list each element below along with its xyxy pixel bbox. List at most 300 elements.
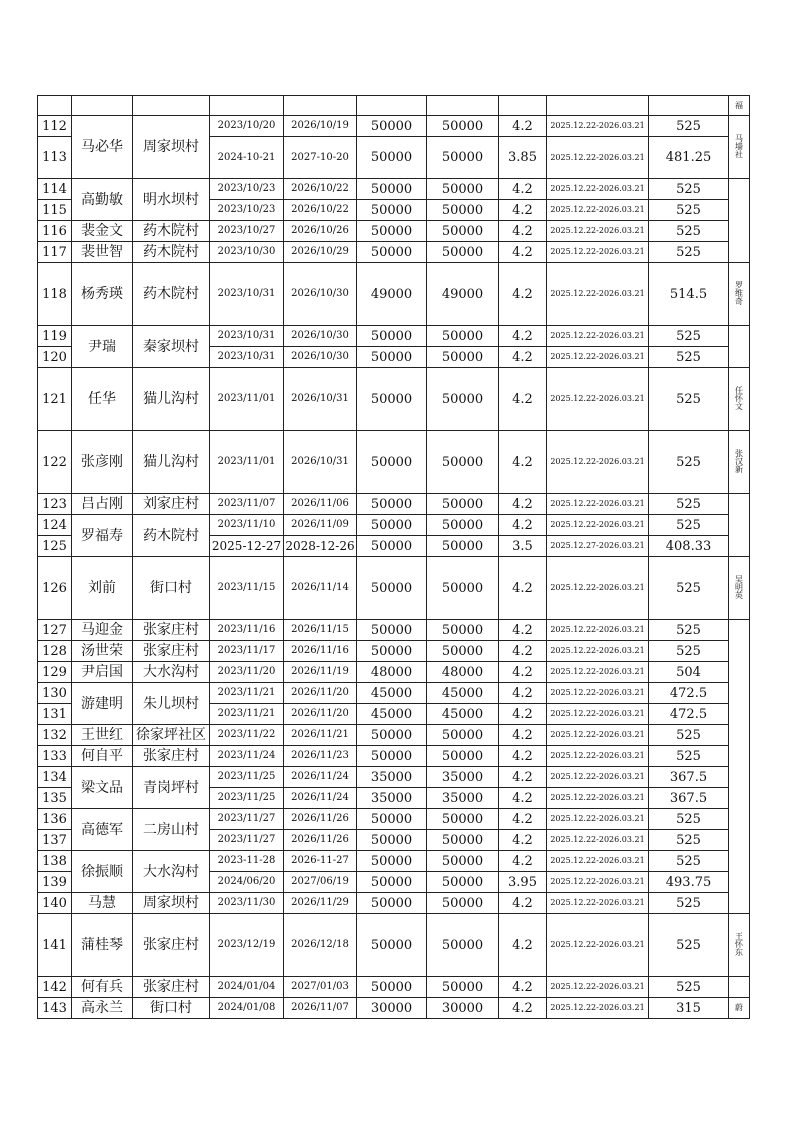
row-number-cell: 136 xyxy=(38,809,72,830)
interest-period-cell: 2025.12.22-2026.03.21 xyxy=(547,809,649,830)
loan-amount-cell: 30000 xyxy=(357,998,427,1019)
subsidy-interest-cell: 408.33 xyxy=(649,536,729,557)
loan-balance-cell: 45000 xyxy=(427,683,499,704)
loan-end-date-cell: 2026/11/06 xyxy=(284,494,357,515)
borrower-name-cell: 尹启国 xyxy=(72,662,133,683)
village-cell xyxy=(133,96,210,116)
loan-end-date-cell: 2026/11/26 xyxy=(284,809,357,830)
signature-char: 明 xyxy=(735,583,743,592)
subsidy-interest-cell: 525 xyxy=(649,557,729,620)
interest-rate-cell: 4.2 xyxy=(499,242,547,263)
interest-period-cell: 2025.12.22-2026.03.21 xyxy=(547,746,649,767)
interest-rate-cell: 4.2 xyxy=(499,725,547,746)
row-number-cell: 130 xyxy=(38,683,72,704)
loan-start-date-cell: 2023/10/23 xyxy=(210,200,284,221)
loan-balance-cell: 50000 xyxy=(427,872,499,893)
interest-period-cell: 2025.12.22-2026.03.21 xyxy=(547,515,649,536)
loan-amount-cell: 50000 xyxy=(357,851,427,872)
subsidy-interest-cell: 367.5 xyxy=(649,788,729,809)
signature-cell xyxy=(729,326,750,368)
village-cell: 明水坝村 xyxy=(133,179,210,221)
interest-rate-cell: 4.2 xyxy=(499,998,547,1019)
loan-start-date-cell: 2023/11/27 xyxy=(210,830,284,851)
loan-balance-cell: 50000 xyxy=(427,893,499,914)
loan-end-date-cell: 2026/11/29 xyxy=(284,893,357,914)
loan-amount-cell: 50000 xyxy=(357,746,427,767)
loan-balance-cell: 45000 xyxy=(427,704,499,725)
table-row xyxy=(38,179,750,200)
loan-end-date-cell: 2026/10/31 xyxy=(284,368,357,431)
interest-rate-cell: 4.2 xyxy=(499,515,547,536)
borrower-name-cell: 高德军 xyxy=(72,809,133,851)
village-cell: 张家庄村 xyxy=(133,620,210,641)
signature-cell xyxy=(729,620,750,914)
loan-end-date-cell: 2026/11/09 xyxy=(284,515,357,536)
interest-period-cell: 2025.12.22-2026.03.21 xyxy=(547,767,649,788)
borrower-name-cell: 马慧 xyxy=(72,893,133,914)
loan-start-date-cell: 2023/11/20 xyxy=(210,662,284,683)
subsidy-interest-cell: 514.5 xyxy=(649,263,729,326)
signature-cell xyxy=(729,914,750,977)
borrower-name-cell: 蒲桂琴 xyxy=(72,914,133,977)
loan-start-date-cell: 2025-12-27 xyxy=(210,536,284,557)
borrower-name-cell: 王世红 xyxy=(72,725,133,746)
interest-period-cell: 2025.12.22-2026.03.21 xyxy=(547,116,649,137)
interest-period-cell: 2025.12.27-2026.03.21 xyxy=(547,536,649,557)
subsidy-interest-cell: 525 xyxy=(649,641,729,662)
borrower-name-cell: 何自平 xyxy=(72,746,133,767)
interest-rate-cell: 4.2 xyxy=(499,914,547,977)
signature-cell xyxy=(729,116,750,179)
signature-char: 罗 xyxy=(735,281,743,290)
village-cell: 二房山村 xyxy=(133,809,210,851)
interest-rate-cell: 4.2 xyxy=(499,641,547,662)
village-cell: 猫儿沟村 xyxy=(133,431,210,494)
loan-balance-cell: 48000 xyxy=(427,662,499,683)
loan-amount-cell: 50000 xyxy=(357,641,427,662)
subsidy-interest-cell: 525 xyxy=(649,221,729,242)
signature-cell xyxy=(729,431,750,494)
interest-period-cell: 2025.12.22-2026.03.21 xyxy=(547,641,649,662)
loan-end-date-cell: 2026/11/19 xyxy=(284,662,357,683)
row-number-cell: 116 xyxy=(38,221,72,242)
village-cell: 张家庄村 xyxy=(133,977,210,998)
loan-amount-cell: 50000 xyxy=(357,893,427,914)
loan-end-date-cell: 2026-11-27 xyxy=(284,851,357,872)
loan-end-date-cell: 2026/10/22 xyxy=(284,200,357,221)
interest-period-cell: 2025.12.22-2026.03.21 xyxy=(547,557,649,620)
borrower-name-cell: 高永兰 xyxy=(72,998,133,1019)
signature-char: 福 xyxy=(735,100,743,110)
loan-start-date-cell: 2023/11/21 xyxy=(210,683,284,704)
loan-balance-cell: 50000 xyxy=(427,200,499,221)
signature-char: 怀 xyxy=(735,394,743,403)
subsidy-interest-cell: 525 xyxy=(649,620,729,641)
interest-rate-cell: 4.2 xyxy=(499,893,547,914)
village-cell: 街口村 xyxy=(133,998,210,1019)
borrower-name-cell: 游建明 xyxy=(72,683,133,725)
loan-start-date-cell xyxy=(210,96,284,116)
loan-end-date-cell: 2026/10/19 xyxy=(284,116,357,137)
loan-start-date-cell: 2023/11/27 xyxy=(210,809,284,830)
loan-balance-cell: 50000 xyxy=(427,515,499,536)
loan-start-date-cell: 2024/06/20 xyxy=(210,872,284,893)
signature-char: 墙 xyxy=(735,142,743,151)
subsidy-interest-cell: 525 xyxy=(649,977,729,998)
table-row xyxy=(38,977,750,998)
signature-char: 怀 xyxy=(735,940,743,949)
interest-period-cell: 2025.12.22-2026.03.21 xyxy=(547,872,649,893)
loan-amount-cell: 48000 xyxy=(357,662,427,683)
signature-cell xyxy=(729,977,750,998)
signature-char: 马 xyxy=(735,134,743,143)
loan-amount-cell: 50000 xyxy=(357,809,427,830)
table-row xyxy=(38,914,750,977)
signature-char: 张 xyxy=(735,449,743,458)
row-number-cell: 140 xyxy=(38,893,72,914)
subsidy-interest-cell: 472.5 xyxy=(649,683,729,704)
interest-rate-cell: 4.2 xyxy=(499,221,547,242)
loan-start-date-cell: 2023/11/01 xyxy=(210,431,284,494)
row-number-cell: 112 xyxy=(38,116,72,137)
table-row xyxy=(38,851,750,872)
borrower-name-cell: 尹瑞 xyxy=(72,326,133,368)
interest-rate-cell: 4.2 xyxy=(499,767,547,788)
village-cell: 药木院村 xyxy=(133,242,210,263)
interest-period-cell: 2025.12.22-2026.03.21 xyxy=(547,242,649,263)
loan-amount-cell: 50000 xyxy=(357,494,427,515)
interest-rate-cell: 4.2 xyxy=(499,263,547,326)
loan-start-date-cell: 2023/11/07 xyxy=(210,494,284,515)
interest-rate-cell: 4.2 xyxy=(499,431,547,494)
loan-end-date-cell: 2026/11/14 xyxy=(284,557,357,620)
signature-cell xyxy=(729,368,750,431)
loan-amount-cell: 50000 xyxy=(357,137,427,179)
loan-balance-cell: 50000 xyxy=(427,830,499,851)
loan-amount-cell: 50000 xyxy=(357,725,427,746)
borrower-name-cell xyxy=(72,96,133,116)
loan-end-date-cell: 2026/10/30 xyxy=(284,326,357,347)
loan-balance-cell: 50000 xyxy=(427,536,499,557)
loan-end-date-cell: 2026/11/23 xyxy=(284,746,357,767)
interest-period-cell: 2025.12.22-2026.03.21 xyxy=(547,662,649,683)
table-row xyxy=(38,662,750,683)
subsidy-interest-cell: 525 xyxy=(649,830,729,851)
borrower-name-cell: 徐振顺 xyxy=(72,851,133,893)
loan-start-date-cell: 2023/11/24 xyxy=(210,746,284,767)
interest-rate-cell xyxy=(499,96,547,116)
village-cell: 药木院村 xyxy=(133,263,210,326)
table-row xyxy=(38,683,750,704)
interest-period-cell: 2025.12.22-2026.03.21 xyxy=(547,200,649,221)
row-number-cell: 122 xyxy=(38,431,72,494)
row-number-cell: 125 xyxy=(38,536,72,557)
row-number-cell: 120 xyxy=(38,347,72,368)
loan-end-date-cell: 2026/11/07 xyxy=(284,998,357,1019)
loan-amount-cell: 50000 xyxy=(357,914,427,977)
loan-balance-cell: 35000 xyxy=(427,788,499,809)
interest-rate-cell: 4.2 xyxy=(499,662,547,683)
loan-balance-cell: 50000 xyxy=(427,725,499,746)
row-number-cell: 139 xyxy=(38,872,72,893)
row-number-cell: 134 xyxy=(38,767,72,788)
village-cell: 大水沟村 xyxy=(133,851,210,893)
subsidy-interest-cell: 525 xyxy=(649,431,729,494)
loan-end-date-cell: 2027/06/19 xyxy=(284,872,357,893)
signature-char: 吴 xyxy=(735,575,743,584)
village-cell: 秦家坝村 xyxy=(133,326,210,368)
loan-amount-cell: 50000 xyxy=(357,536,427,557)
loan-end-date-cell: 2027/01/03 xyxy=(284,977,357,998)
borrower-name-cell: 杨秀瑛 xyxy=(72,263,133,326)
loan-start-date-cell: 2023/11/22 xyxy=(210,725,284,746)
loan-balance-cell: 50000 xyxy=(427,746,499,767)
loan-end-date-cell: 2026/11/16 xyxy=(284,641,357,662)
village-cell: 张家庄村 xyxy=(133,746,210,767)
loan-amount-cell: 50000 xyxy=(357,977,427,998)
subsidy-interest-cell: 525 xyxy=(649,515,729,536)
interest-rate-cell: 4.2 xyxy=(499,116,547,137)
loan-balance-cell: 49000 xyxy=(427,263,499,326)
loan-balance-cell xyxy=(427,96,499,116)
table-row xyxy=(38,431,750,494)
signature-char: 奇 xyxy=(735,297,743,306)
loan-amount-cell: 50000 xyxy=(357,872,427,893)
interest-period-cell: 2025.12.22-2026.03.21 xyxy=(547,137,649,179)
table-row xyxy=(38,893,750,914)
subsidy-interest-cell: 525 xyxy=(649,347,729,368)
table-row xyxy=(38,746,750,767)
loan-end-date-cell: 2026/11/24 xyxy=(284,767,357,788)
loan-balance-cell: 50000 xyxy=(427,809,499,830)
table-row xyxy=(38,326,750,347)
borrower-name-cell: 汤世荣 xyxy=(72,641,133,662)
borrower-name-cell: 刘前 xyxy=(72,557,133,620)
interest-period-cell: 2025.12.22-2026.03.21 xyxy=(547,221,649,242)
loan-balance-cell: 50000 xyxy=(427,431,499,494)
borrower-name-cell: 吕占刚 xyxy=(72,494,133,515)
loan-start-date-cell: 2023/12/19 xyxy=(210,914,284,977)
table-row xyxy=(38,368,750,431)
loan-start-date-cell: 2023/11/15 xyxy=(210,557,284,620)
table-row xyxy=(38,641,750,662)
loan-interest-table xyxy=(37,95,750,1019)
subsidy-interest-cell: 525 xyxy=(649,893,729,914)
row-number-cell: 141 xyxy=(38,914,72,977)
loan-start-date-cell: 2023/11/25 xyxy=(210,767,284,788)
table-row xyxy=(38,620,750,641)
table-row xyxy=(38,557,750,620)
interest-period-cell: 2025.12.22-2026.03.21 xyxy=(547,704,649,725)
loan-balance-cell: 50000 xyxy=(427,641,499,662)
signature-cell xyxy=(729,96,750,116)
loan-start-date-cell: 2023/11/10 xyxy=(210,515,284,536)
signature-char: 社 xyxy=(735,150,743,159)
interest-rate-cell: 3.85 xyxy=(499,137,547,179)
interest-period-cell: 2025.12.22-2026.03.21 xyxy=(547,725,649,746)
village-cell: 猫儿沟村 xyxy=(133,368,210,431)
table-row xyxy=(38,96,750,116)
table-row xyxy=(38,263,750,326)
loan-amount-cell: 50000 xyxy=(357,221,427,242)
loan-balance-cell: 50000 xyxy=(427,914,499,977)
loan-amount-cell: 50000 xyxy=(357,347,427,368)
row-number-cell: 115 xyxy=(38,200,72,221)
loan-end-date-cell: 2026/11/24 xyxy=(284,788,357,809)
interest-period-cell xyxy=(547,96,649,116)
village-cell: 周家坝村 xyxy=(133,116,210,179)
interest-period-cell: 2025.12.22-2026.03.21 xyxy=(547,788,649,809)
interest-period-cell: 2025.12.22-2026.03.21 xyxy=(547,368,649,431)
loan-end-date-cell: 2026/10/30 xyxy=(284,347,357,368)
row-number-cell: 135 xyxy=(38,788,72,809)
interest-period-cell: 2025.12.22-2026.03.21 xyxy=(547,494,649,515)
loan-amount-cell: 50000 xyxy=(357,179,427,200)
row-number-cell: 113 xyxy=(38,137,72,179)
loan-end-date-cell: 2026/10/31 xyxy=(284,431,357,494)
interest-rate-cell: 4.2 xyxy=(499,347,547,368)
subsidy-interest-cell: 525 xyxy=(649,746,729,767)
loan-balance-cell: 50000 xyxy=(427,221,499,242)
loan-amount-cell: 50000 xyxy=(357,200,427,221)
village-cell: 大水沟村 xyxy=(133,662,210,683)
interest-rate-cell: 4.2 xyxy=(499,326,547,347)
interest-period-cell: 2025.12.22-2026.03.21 xyxy=(547,851,649,872)
loan-end-date-cell: 2026/11/21 xyxy=(284,725,357,746)
loan-end-date-cell: 2026/11/26 xyxy=(284,830,357,851)
loan-end-date-cell: 2026/11/20 xyxy=(284,704,357,725)
row-number-cell: 118 xyxy=(38,263,72,326)
borrower-name-cell: 罗福寿 xyxy=(72,515,133,557)
borrower-name-cell: 梁文品 xyxy=(72,767,133,809)
village-cell: 张家庄村 xyxy=(133,914,210,977)
interest-period-cell: 2025.12.22-2026.03.21 xyxy=(547,179,649,200)
loan-balance-cell: 50000 xyxy=(427,494,499,515)
loan-start-date-cell: 2023/11/30 xyxy=(210,893,284,914)
row-number-cell: 124 xyxy=(38,515,72,536)
row-number-cell: 131 xyxy=(38,704,72,725)
row-number-cell: 126 xyxy=(38,557,72,620)
signature-cell xyxy=(729,179,750,263)
village-cell: 街口村 xyxy=(133,557,210,620)
row-number-cell: 129 xyxy=(38,662,72,683)
signature-cell xyxy=(729,494,750,557)
interest-rate-cell: 4.2 xyxy=(499,788,547,809)
borrower-name-cell: 张彦刚 xyxy=(72,431,133,494)
village-cell: 徐家坪社区 xyxy=(133,725,210,746)
village-cell: 张家庄村 xyxy=(133,641,210,662)
interest-rate-cell: 4.2 xyxy=(499,830,547,851)
loan-amount-cell: 50000 xyxy=(357,830,427,851)
interest-rate-cell: 4.2 xyxy=(499,179,547,200)
table-row xyxy=(38,221,750,242)
loan-end-date-cell: 2026/11/20 xyxy=(284,683,357,704)
signature-char: 任 xyxy=(735,386,743,395)
row-number-cell: 137 xyxy=(38,830,72,851)
interest-rate-cell: 4.2 xyxy=(499,977,547,998)
subsidy-interest-cell: 525 xyxy=(649,725,729,746)
row-number-cell: 138 xyxy=(38,851,72,872)
village-cell: 周家坝村 xyxy=(133,893,210,914)
loan-start-date-cell: 2024-10-21 xyxy=(210,137,284,179)
table-row xyxy=(38,116,750,137)
table-row xyxy=(38,242,750,263)
loan-amount-cell: 45000 xyxy=(357,704,427,725)
subsidy-interest-cell: 525 xyxy=(649,179,729,200)
loan-start-date-cell: 2023/10/23 xyxy=(210,179,284,200)
table-row xyxy=(38,998,750,1019)
loan-balance-cell: 50000 xyxy=(427,347,499,368)
table-row xyxy=(38,515,750,536)
village-cell: 刘家庄村 xyxy=(133,494,210,515)
subsidy-interest-cell: 525 xyxy=(649,809,729,830)
borrower-name-cell: 马必华 xyxy=(72,116,133,179)
loan-balance-cell: 50000 xyxy=(427,326,499,347)
borrower-name-cell: 马迎金 xyxy=(72,620,133,641)
loan-amount-cell: 35000 xyxy=(357,788,427,809)
interest-rate-cell: 3.95 xyxy=(499,872,547,893)
loan-amount-cell: 50000 xyxy=(357,368,427,431)
village-cell: 药木院村 xyxy=(133,515,210,557)
loan-balance-cell: 50000 xyxy=(427,368,499,431)
table-row xyxy=(38,809,750,830)
loan-start-date-cell: 2023/10/31 xyxy=(210,347,284,368)
interest-rate-cell: 4.2 xyxy=(499,368,547,431)
loan-end-date-cell: 2027-10-20 xyxy=(284,137,357,179)
loan-balance-cell: 50000 xyxy=(427,179,499,200)
loan-end-date-cell: 2026/10/30 xyxy=(284,263,357,326)
loan-start-date-cell: 2023/10/31 xyxy=(210,326,284,347)
loan-end-date-cell: 2028-12-26 xyxy=(284,536,357,557)
interest-period-cell: 2025.12.22-2026.03.21 xyxy=(547,893,649,914)
borrower-name-cell: 任华 xyxy=(72,368,133,431)
loan-balance-cell: 50000 xyxy=(427,116,499,137)
row-number-cell: 123 xyxy=(38,494,72,515)
loan-start-date-cell: 2023/10/31 xyxy=(210,263,284,326)
subsidy-interest-cell: 525 xyxy=(649,368,729,431)
loan-end-date-cell: 2026/10/26 xyxy=(284,221,357,242)
borrower-name-cell: 裴世智 xyxy=(72,242,133,263)
interest-rate-cell: 4.2 xyxy=(499,851,547,872)
interest-period-cell: 2025.12.22-2026.03.21 xyxy=(547,347,649,368)
loan-end-date-cell: 2026/12/18 xyxy=(284,914,357,977)
row-number-cell: 133 xyxy=(38,746,72,767)
row-number-cell: 114 xyxy=(38,179,72,200)
interest-period-cell: 2025.12.22-2026.03.21 xyxy=(547,263,649,326)
loan-start-date-cell: 2023/11/16 xyxy=(210,620,284,641)
borrower-name-cell: 高勤敏 xyxy=(72,179,133,221)
loan-balance-cell: 50000 xyxy=(427,557,499,620)
loan-start-date-cell: 2023/10/20 xyxy=(210,116,284,137)
signature-char: 文 xyxy=(735,402,743,411)
subsidy-interest-cell: 525 xyxy=(649,914,729,977)
row-number-cell: 142 xyxy=(38,977,72,998)
signature-char: 维 xyxy=(735,289,743,298)
loan-start-date-cell: 2023/11/01 xyxy=(210,368,284,431)
row-number-cell xyxy=(38,96,72,116)
loan-start-date-cell: 2023/11/25 xyxy=(210,788,284,809)
loan-start-date-cell: 2023/10/27 xyxy=(210,221,284,242)
loan-balance-cell: 30000 xyxy=(427,998,499,1019)
interest-rate-cell: 4.2 xyxy=(499,200,547,221)
village-cell: 药木院村 xyxy=(133,221,210,242)
row-number-cell: 128 xyxy=(38,641,72,662)
signature-char: 英 xyxy=(735,591,743,600)
table-row xyxy=(38,767,750,788)
loan-start-date-cell: 2024/01/08 xyxy=(210,998,284,1019)
loan-amount-cell: 50000 xyxy=(357,557,427,620)
interest-rate-cell: 4.2 xyxy=(499,704,547,725)
